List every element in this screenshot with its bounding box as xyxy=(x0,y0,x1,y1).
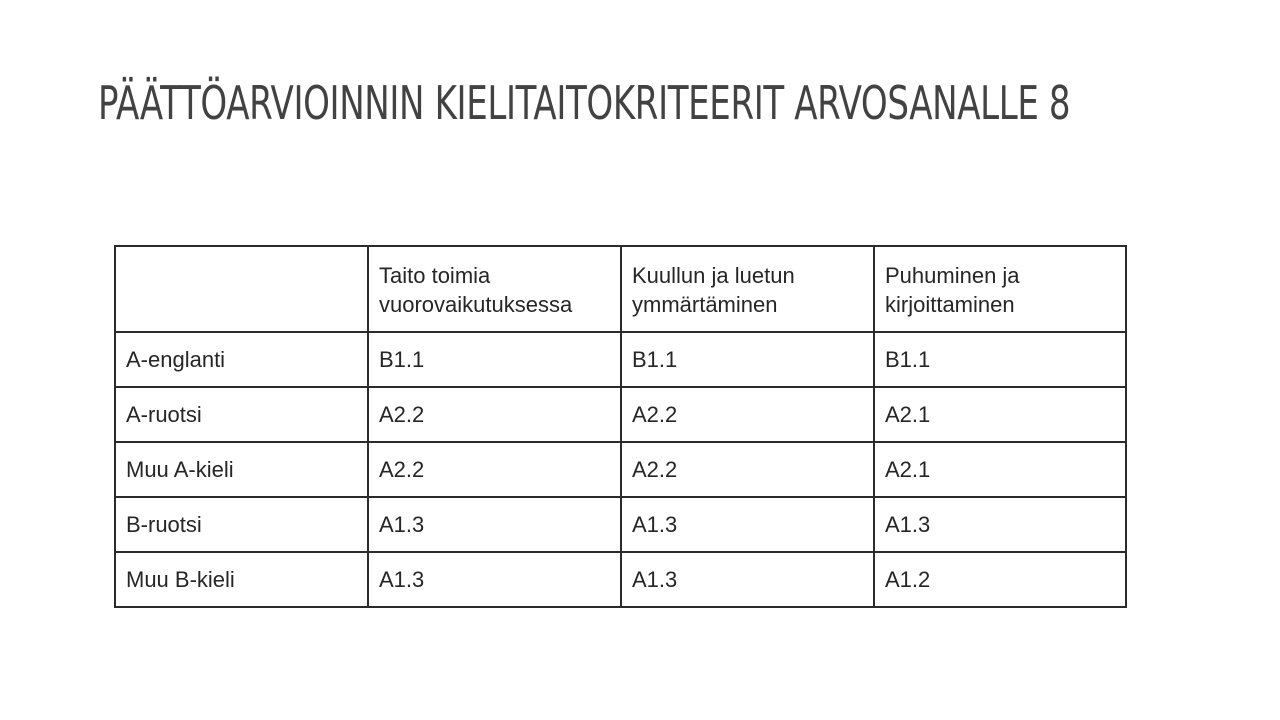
level-cell: A2.1 xyxy=(874,387,1126,442)
level-cell: B1.1 xyxy=(368,332,621,387)
level-cell: A2.2 xyxy=(368,442,621,497)
level-cell: A1.3 xyxy=(874,497,1126,552)
table-row xyxy=(115,332,1126,387)
level-cell: B1.1 xyxy=(874,332,1126,387)
table-row xyxy=(115,442,1126,497)
criteria-table xyxy=(114,245,1127,608)
level-cell: A1.3 xyxy=(621,497,874,552)
language-cell: Muu A-kieli xyxy=(115,442,368,497)
level-cell: A2.1 xyxy=(874,442,1126,497)
level-cell: B1.1 xyxy=(621,332,874,387)
level-cell: A1.2 xyxy=(874,552,1126,607)
level-cell: A2.2 xyxy=(368,387,621,442)
header-cell-production: Puhuminen ja kirjoittaminen xyxy=(874,246,1126,332)
table-row xyxy=(115,497,1126,552)
level-cell: A2.2 xyxy=(621,442,874,497)
level-cell: A2.2 xyxy=(621,387,874,442)
header-cell-interaction: Taito toimia vuorovaikutuksessa xyxy=(368,246,621,332)
language-cell: B-ruotsi xyxy=(115,497,368,552)
header-cell-empty xyxy=(115,246,368,332)
level-cell: A1.3 xyxy=(621,552,874,607)
language-cell: A-englanti xyxy=(115,332,368,387)
table-row xyxy=(115,552,1126,607)
table-row xyxy=(115,387,1126,442)
language-cell: A-ruotsi xyxy=(115,387,368,442)
level-cell: A1.3 xyxy=(368,497,621,552)
table-header-row xyxy=(115,246,1126,332)
slide-title: PÄÄTTÖARVIOINNIN KIELITAITOKRITEERIT ARVOSANALLE 8 xyxy=(98,76,1071,130)
language-cell: Muu B-kieli xyxy=(115,552,368,607)
level-cell: A1.3 xyxy=(368,552,621,607)
header-cell-comprehension: Kuullun ja luetun ymmärtäminen xyxy=(621,246,874,332)
